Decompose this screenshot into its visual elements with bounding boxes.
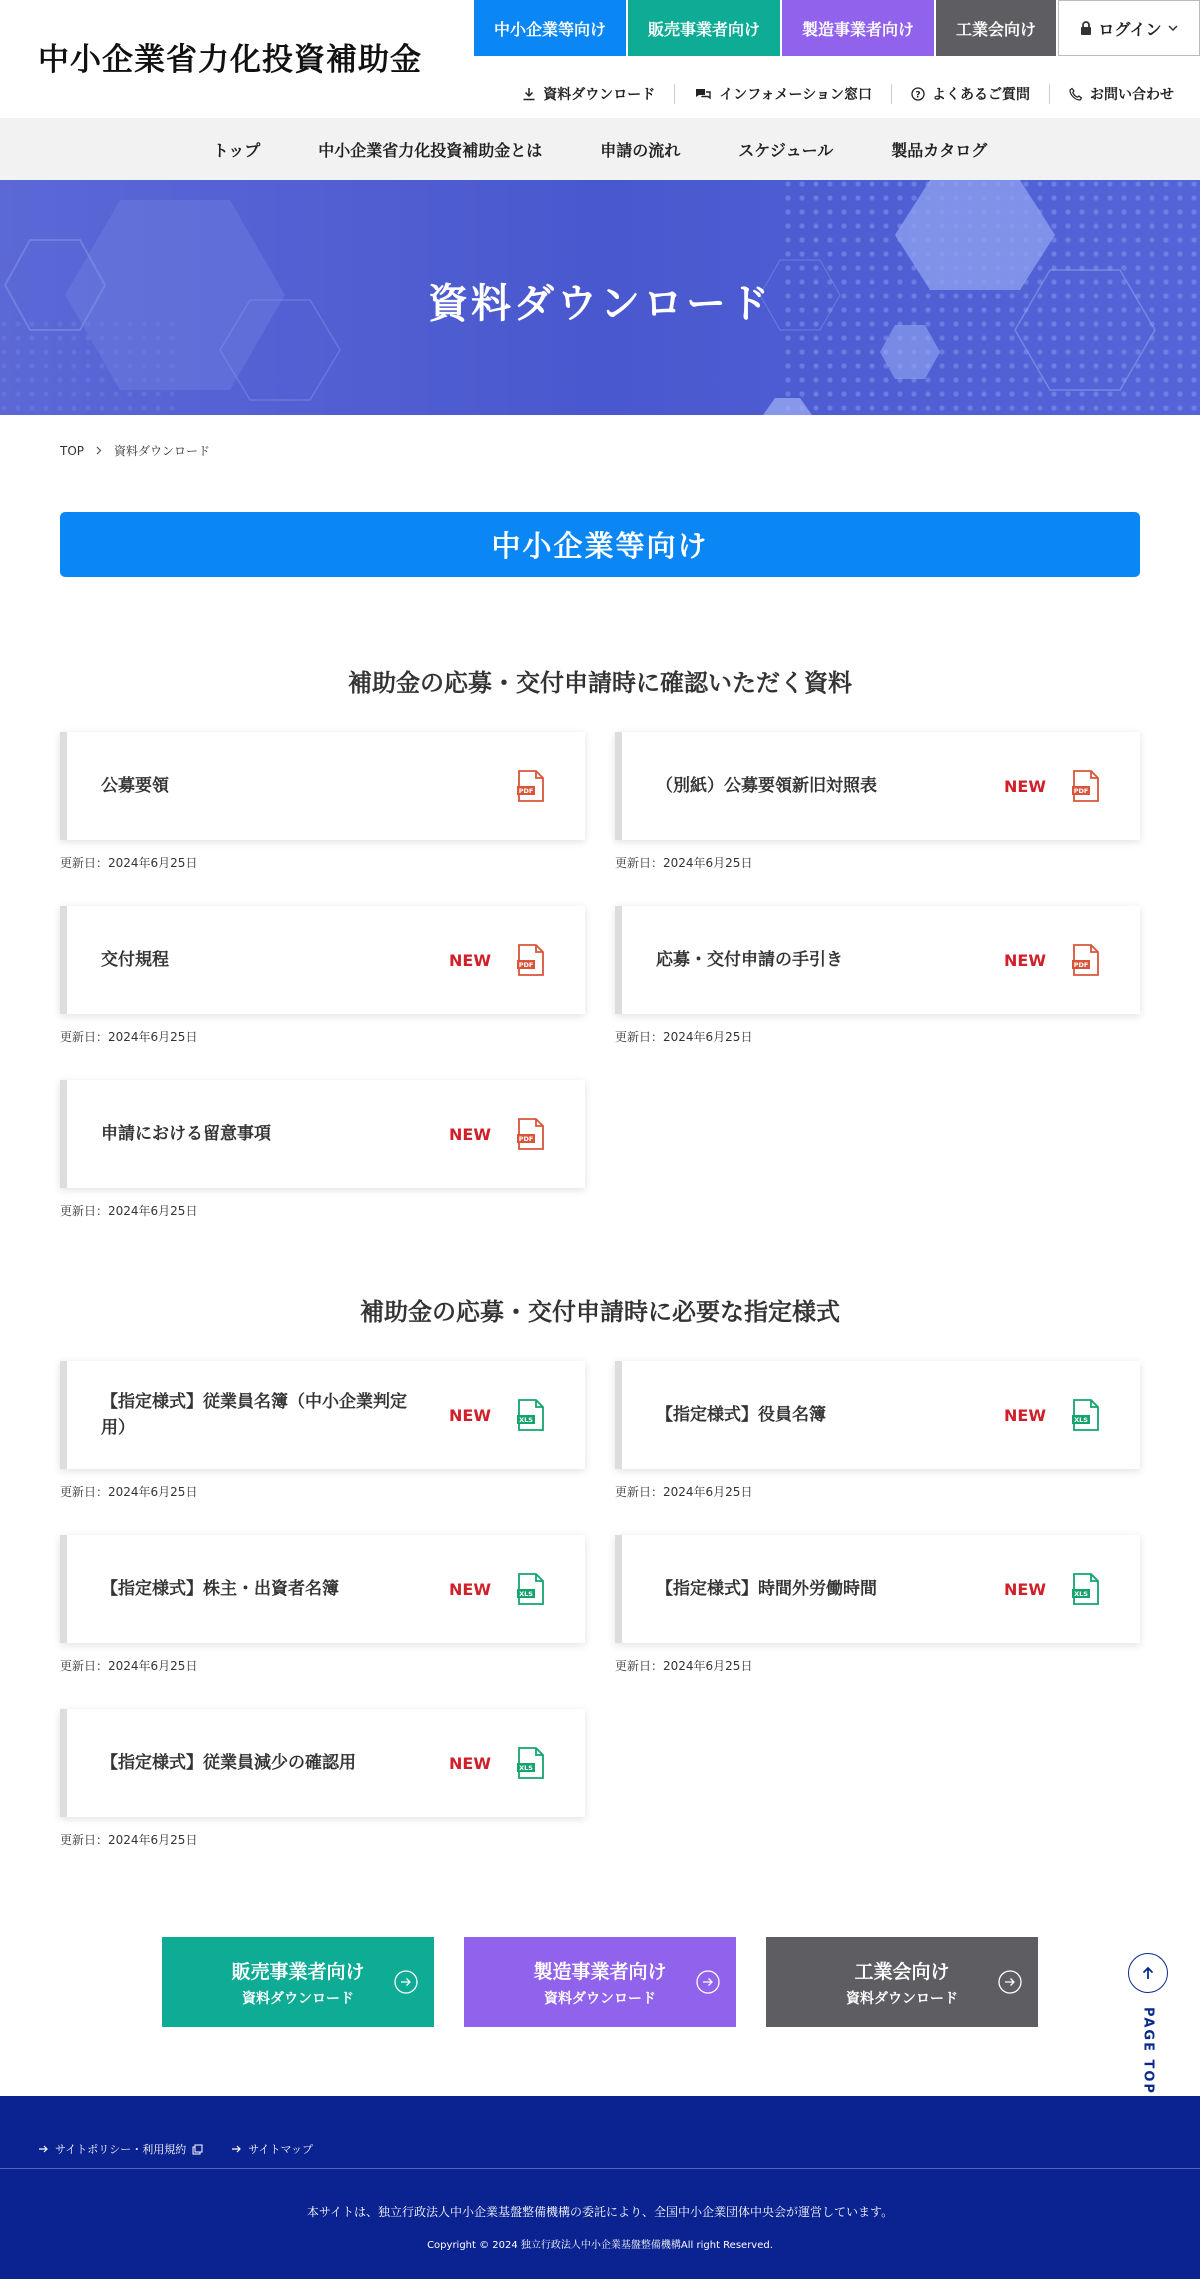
footer-link-label: サイトマップ: [248, 2143, 314, 2156]
site-title[interactable]: 中小企業省力化投資補助金: [38, 42, 422, 78]
arrow-up-icon: [1128, 1953, 1168, 1993]
document-card[interactable]: [60, 1535, 585, 1643]
footer-link-label: サイトポリシー・利用規約: [55, 2143, 187, 2156]
new-badge: NEW: [1004, 1579, 1046, 1599]
update-date: 更新日：2024年6月25日: [60, 1659, 198, 1673]
utility-link-information[interactable]: [675, 84, 892, 104]
download-icon: [522, 87, 536, 101]
utility-link-label: よくあるご質問: [932, 87, 1030, 103]
xls-file-icon: [517, 1573, 545, 1605]
industry-association-download-button[interactable]: [766, 1937, 1038, 2027]
document-title: 【指定様式】従業員名簿（中小企業判定用）: [101, 1391, 407, 1438]
new-badge: NEW: [1004, 950, 1046, 970]
pdf-file-icon: [1072, 770, 1100, 802]
section-title: 補助金の応募・交付申請時に必要な指定様式: [360, 1298, 840, 1326]
arrow-right-icon: [231, 2144, 242, 2154]
document-title: 【指定様式】従業員減少の確認用: [101, 1752, 356, 1773]
document-card[interactable]: [60, 906, 585, 1014]
document-item: [60, 1080, 585, 1254]
arrow-circle-icon: [394, 1970, 418, 1994]
update-date: 更新日：2024年6月25日: [615, 1030, 753, 1044]
document-title: 【指定様式】役員名簿: [656, 1404, 826, 1425]
update-date: 更新日：2024年6月25日: [615, 856, 753, 870]
svg-text:XLS: XLS: [519, 1590, 533, 1598]
tab-sales-business[interactable]: 販売事業者向け: [628, 0, 782, 56]
phone-icon: [1069, 87, 1083, 101]
nav-item-top[interactable]: トップ: [212, 140, 261, 160]
document-card[interactable]: [615, 1361, 1140, 1469]
new-badge: NEW: [449, 1753, 491, 1773]
button-subtitle: 資料ダウンロード: [241, 1990, 354, 2007]
global-nav: [0, 118, 1200, 180]
document-title: 【指定様式】時間外労働時間: [656, 1578, 877, 1599]
pdf-file-icon: [517, 770, 545, 802]
button-title: 工業会向け: [854, 1960, 950, 1983]
form-list: [60, 1361, 1140, 1883]
utility-links: [503, 84, 1174, 104]
chevron-right-icon: [96, 446, 102, 455]
button-text: [846, 1957, 958, 2008]
question-icon: [911, 87, 925, 101]
svg-text:PDF: PDF: [518, 787, 534, 795]
new-badge: NEW: [1004, 776, 1046, 796]
svg-text:PDF: PDF: [518, 1135, 534, 1143]
document-card[interactable]: [60, 1080, 585, 1188]
manufacturer-download-button[interactable]: [464, 1937, 736, 2027]
document-card[interactable]: [615, 1535, 1140, 1643]
button-title: 販売事業者向け: [231, 1960, 365, 1983]
xls-file-icon: [517, 1399, 545, 1431]
svg-text:XLS: XLS: [1074, 1416, 1088, 1424]
new-badge: NEW: [449, 1124, 491, 1144]
footer-links: [0, 2096, 1200, 2168]
xls-file-icon: [1072, 1573, 1100, 1605]
update-date: 更新日：2024年6月25日: [60, 856, 198, 870]
arrow-right-icon: [38, 2144, 49, 2154]
document-item: [615, 1535, 1140, 1709]
document-item: [615, 732, 1140, 906]
update-date: 更新日：2024年6月25日: [615, 1659, 753, 1673]
update-date: 更新日：2024年6月25日: [615, 1485, 753, 1499]
svg-text:XLS: XLS: [519, 1416, 533, 1424]
button-text: [231, 1957, 364, 2008]
nav-item-catalog[interactable]: 製品カタログ: [891, 140, 988, 160]
update-date: 更新日：2024年6月25日: [60, 1485, 198, 1499]
chat-icon: [694, 87, 712, 101]
nav-item-schedule[interactable]: スケジュール: [738, 140, 834, 160]
tab-sme[interactable]: 中小企業等向け: [474, 0, 628, 56]
document-item: [60, 732, 585, 906]
document-title: 申請における留意事項: [101, 1123, 271, 1144]
document-title: （別紙）公募要領新旧対照表: [656, 775, 877, 796]
utility-link-faq[interactable]: [892, 84, 1050, 104]
utility-link-label: お問い合わせ: [1090, 87, 1174, 103]
document-item: [615, 906, 1140, 1080]
hero-banner: [0, 180, 1200, 415]
lock-icon: [1080, 21, 1092, 35]
document-item: [60, 1535, 585, 1709]
document-item: [60, 1361, 585, 1535]
document-title: 【指定様式】株主・出資者名簿: [101, 1578, 339, 1599]
site-footer: [0, 2096, 1200, 2279]
footer-link-sitemap[interactable]: [231, 2130, 313, 2168]
page-title: 資料ダウンロード: [428, 281, 772, 327]
nav-item-flow[interactable]: 申請の流れ: [600, 140, 681, 160]
sales-business-download-button[interactable]: [162, 1937, 434, 2027]
button-title: 製造事業者向け: [533, 1960, 667, 1983]
svg-text:PDF: PDF: [1073, 961, 1089, 969]
breadcrumb-home[interactable]: TOP: [60, 443, 85, 458]
update-date: 更新日：2024年6月25日: [60, 1030, 198, 1044]
external-window-icon: [192, 2144, 203, 2155]
nav-item-about[interactable]: 中小企業省力化投資補助金とは: [318, 140, 543, 160]
svg-text:PDF: PDF: [1073, 787, 1089, 795]
breadcrumb-current: 資料ダウンロード: [114, 444, 211, 458]
new-badge: NEW: [1004, 1405, 1046, 1425]
document-item: [615, 1361, 1140, 1535]
button-subtitle: 資料ダウンロード: [543, 1990, 656, 2007]
pdf-file-icon: [517, 1118, 545, 1150]
arrow-circle-icon: [696, 1970, 720, 1994]
document-item: [60, 1709, 585, 1883]
chevron-down-icon: [1168, 24, 1178, 32]
pdf-file-icon: [1072, 944, 1100, 976]
arrow-circle-icon: [998, 1970, 1022, 1994]
button-subtitle: 資料ダウンロード: [846, 1990, 958, 2007]
login-button[interactable]: [1058, 0, 1200, 56]
xls-file-icon: [1072, 1399, 1100, 1431]
site-header: [0, 0, 1200, 118]
footer-divider: [0, 2168, 1200, 2169]
footer-link-site-policy[interactable]: [38, 2130, 203, 2168]
other-audience-downloads: [0, 1937, 1200, 2027]
svg-text:?: ?: [915, 90, 921, 101]
svg-text:PDF: PDF: [518, 961, 534, 969]
button-text: [533, 1957, 666, 2008]
document-card[interactable]: [60, 1709, 585, 1817]
document-card[interactable]: [615, 906, 1140, 1014]
document-card[interactable]: [615, 732, 1140, 840]
utility-link-label: 資料ダウンロード: [543, 87, 656, 103]
page-top-button[interactable]: [1128, 1953, 1168, 2095]
pdf-file-icon: [517, 944, 545, 976]
document-title: 公募要領: [101, 775, 169, 796]
document-title: 応募・交付申請の手引き: [656, 949, 843, 970]
document-item: [60, 906, 585, 1080]
tab-industry-association[interactable]: 工業会向け: [936, 0, 1058, 56]
utility-link-download[interactable]: [503, 84, 675, 104]
update-date: 更新日：2024年6月25日: [60, 1833, 198, 1847]
svg-text:XLS: XLS: [519, 1764, 533, 1772]
utility-link-label: インフォメーション窓口: [719, 87, 872, 103]
page-top-label: PAGE TOP: [1140, 2007, 1156, 2095]
update-date: 更新日：2024年6月25日: [60, 1204, 198, 1218]
new-badge: NEW: [449, 950, 491, 970]
new-badge: NEW: [449, 1405, 491, 1425]
xls-file-icon: [517, 1747, 545, 1779]
copyright: Copyright © 2024 独立行政法人中小企業基盤整備機構All right Reserved.: [427, 2240, 773, 2251]
document-list: [60, 732, 1140, 1254]
category-heading: 中小企業等向け: [60, 512, 1140, 577]
tab-manufacturer[interactable]: 製造事業者向け: [782, 0, 936, 56]
operator-note: 本サイトは、独立行政法人中小企業基盤整備機構の委託により、全国中小企業団体中央会が運営しています。: [306, 2205, 894, 2219]
svg-text:XLS: XLS: [1074, 1590, 1088, 1598]
new-badge: NEW: [449, 1579, 491, 1599]
utility-link-contact[interactable]: [1050, 84, 1174, 104]
document-title: 交付規程: [101, 949, 169, 970]
section-title: 補助金の応募・交付申請時に確認いただく資料: [348, 669, 852, 697]
breadcrumb: [0, 415, 1200, 465]
login-label: ログイン: [1098, 19, 1162, 39]
document-card[interactable]: [60, 732, 585, 840]
document-card[interactable]: [60, 1361, 585, 1469]
audience-tabs: [474, 0, 1200, 56]
